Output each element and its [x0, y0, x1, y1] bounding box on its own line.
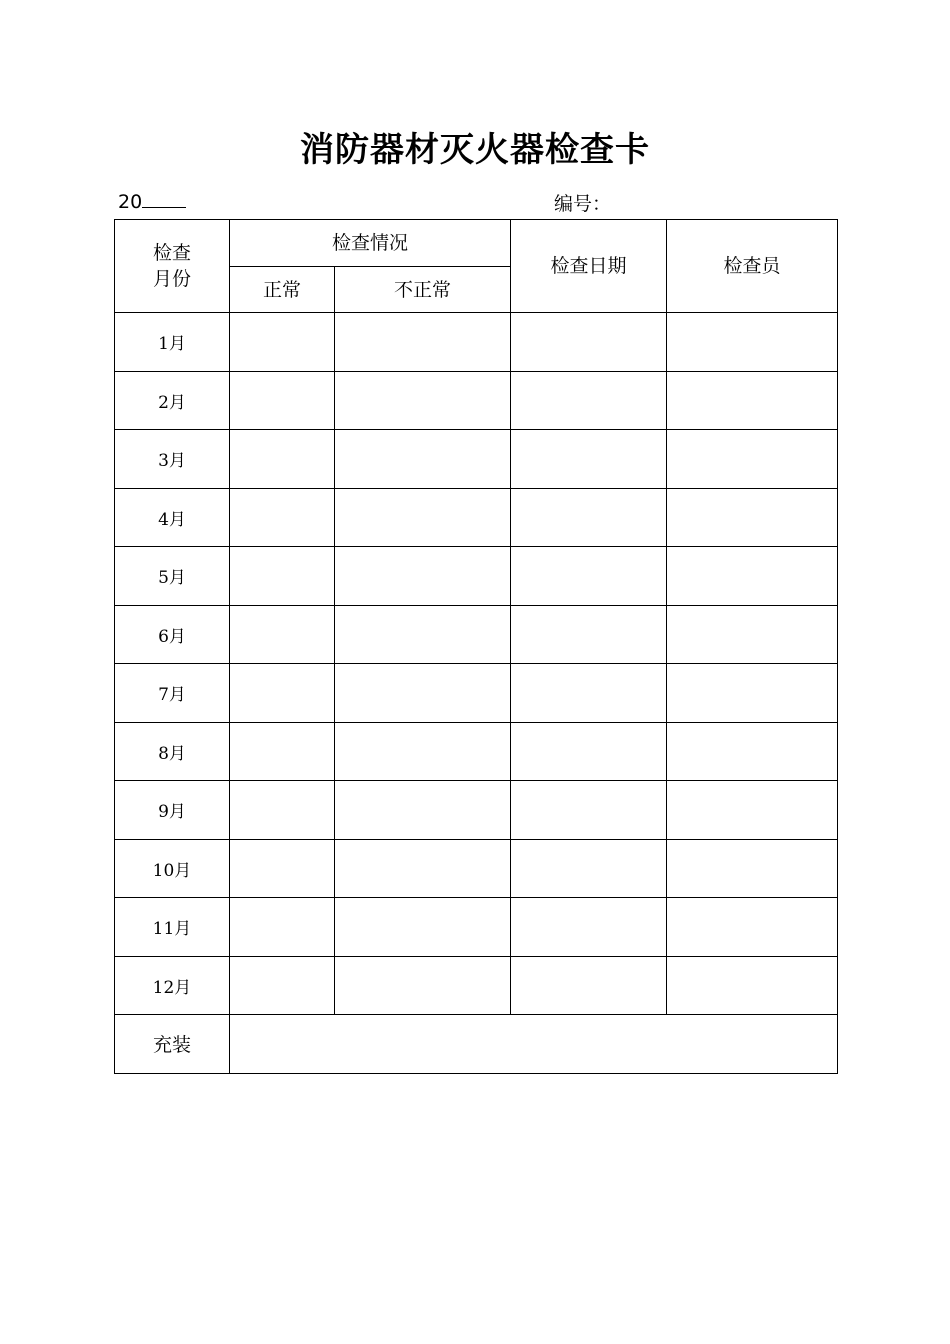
normal-cell[interactable]: [230, 488, 335, 547]
inspector-cell[interactable]: [667, 722, 838, 781]
normal-cell[interactable]: [230, 547, 335, 606]
date-cell[interactable]: [511, 313, 667, 372]
date-cell[interactable]: [511, 898, 667, 957]
month-label: 12月: [115, 956, 230, 1015]
abnormal-cell[interactable]: [335, 956, 511, 1015]
month-label: 3月: [115, 430, 230, 489]
abnormal-cell[interactable]: [335, 781, 511, 840]
year-field[interactable]: [118, 189, 186, 213]
refill-label: 充装: [115, 1015, 230, 1074]
month-row: [115, 547, 838, 606]
year-prefix: 20: [118, 191, 143, 213]
month-label: 8月: [115, 722, 230, 781]
normal-cell[interactable]: [230, 605, 335, 664]
header-inspector: 检查员: [667, 220, 838, 313]
header-abnormal: 不正常: [335, 267, 511, 313]
inspector-cell[interactable]: [667, 664, 838, 723]
month-label: 10月: [115, 839, 230, 898]
inspector-cell[interactable]: [667, 488, 838, 547]
inspector-cell[interactable]: [667, 839, 838, 898]
month-row: [115, 664, 838, 723]
month-label: 2月: [115, 371, 230, 430]
month-label: 6月: [115, 605, 230, 664]
inspector-cell[interactable]: [667, 313, 838, 372]
month-row: [115, 781, 838, 840]
inspector-cell[interactable]: [667, 781, 838, 840]
month-row: [115, 430, 838, 489]
date-cell[interactable]: [511, 956, 667, 1015]
header-month-line1: 检查: [152, 242, 191, 264]
page-title: 消防器材灭火器检查卡: [300, 130, 650, 170]
year-blank-line[interactable]: [142, 189, 186, 208]
month-label: 5月: [115, 547, 230, 606]
abnormal-cell[interactable]: [335, 313, 511, 372]
abnormal-cell[interactable]: [335, 664, 511, 723]
abnormal-cell[interactable]: [335, 722, 511, 781]
normal-cell[interactable]: [230, 430, 335, 489]
inspector-cell[interactable]: [667, 605, 838, 664]
month-row: [115, 722, 838, 781]
month-row: [115, 488, 838, 547]
normal-cell[interactable]: [230, 722, 335, 781]
header-date: 检查日期: [511, 220, 667, 313]
date-cell[interactable]: [511, 664, 667, 723]
date-cell[interactable]: [511, 605, 667, 664]
inspector-cell[interactable]: [667, 430, 838, 489]
refill-cell[interactable]: [230, 1015, 838, 1074]
normal-cell[interactable]: [230, 956, 335, 1015]
date-cell[interactable]: [511, 430, 667, 489]
month-row: [115, 371, 838, 430]
inspector-cell[interactable]: [667, 956, 838, 1015]
inspector-cell[interactable]: [667, 371, 838, 430]
date-cell[interactable]: [511, 488, 667, 547]
header-month-line2: 月份: [152, 268, 191, 290]
abnormal-cell[interactable]: [335, 488, 511, 547]
normal-cell[interactable]: [230, 839, 335, 898]
month-row: [115, 605, 838, 664]
abnormal-cell[interactable]: [335, 605, 511, 664]
date-cell[interactable]: [511, 722, 667, 781]
date-cell[interactable]: [511, 371, 667, 430]
normal-cell[interactable]: [230, 781, 335, 840]
month-row: [115, 898, 838, 957]
month-label: 11月: [115, 898, 230, 957]
date-cell[interactable]: [511, 839, 667, 898]
header-condition: 检查情况: [230, 220, 511, 267]
month-row: [115, 956, 838, 1015]
month-label: 9月: [115, 781, 230, 840]
abnormal-cell[interactable]: [335, 371, 511, 430]
month-row: [115, 839, 838, 898]
date-cell[interactable]: [511, 547, 667, 606]
abnormal-cell[interactable]: [335, 430, 511, 489]
inspector-cell[interactable]: [667, 547, 838, 606]
header-normal: 正常: [230, 267, 335, 313]
refill-row: [115, 1015, 838, 1074]
normal-cell[interactable]: [230, 898, 335, 957]
month-row: [115, 313, 838, 372]
month-label: 4月: [115, 488, 230, 547]
normal-cell[interactable]: [230, 664, 335, 723]
normal-cell[interactable]: [230, 313, 335, 372]
month-rows: [115, 313, 838, 1015]
serial-number-label: 编号：: [554, 193, 612, 215]
month-label: 7月: [115, 664, 230, 723]
normal-cell[interactable]: [230, 371, 335, 430]
abnormal-cell[interactable]: [335, 839, 511, 898]
abnormal-cell[interactable]: [335, 547, 511, 606]
inspector-cell[interactable]: [667, 898, 838, 957]
inspection-table: [114, 219, 838, 1074]
month-label: 1月: [115, 313, 230, 372]
header-month: [115, 220, 230, 313]
date-cell[interactable]: [511, 781, 667, 840]
abnormal-cell[interactable]: [335, 898, 511, 957]
